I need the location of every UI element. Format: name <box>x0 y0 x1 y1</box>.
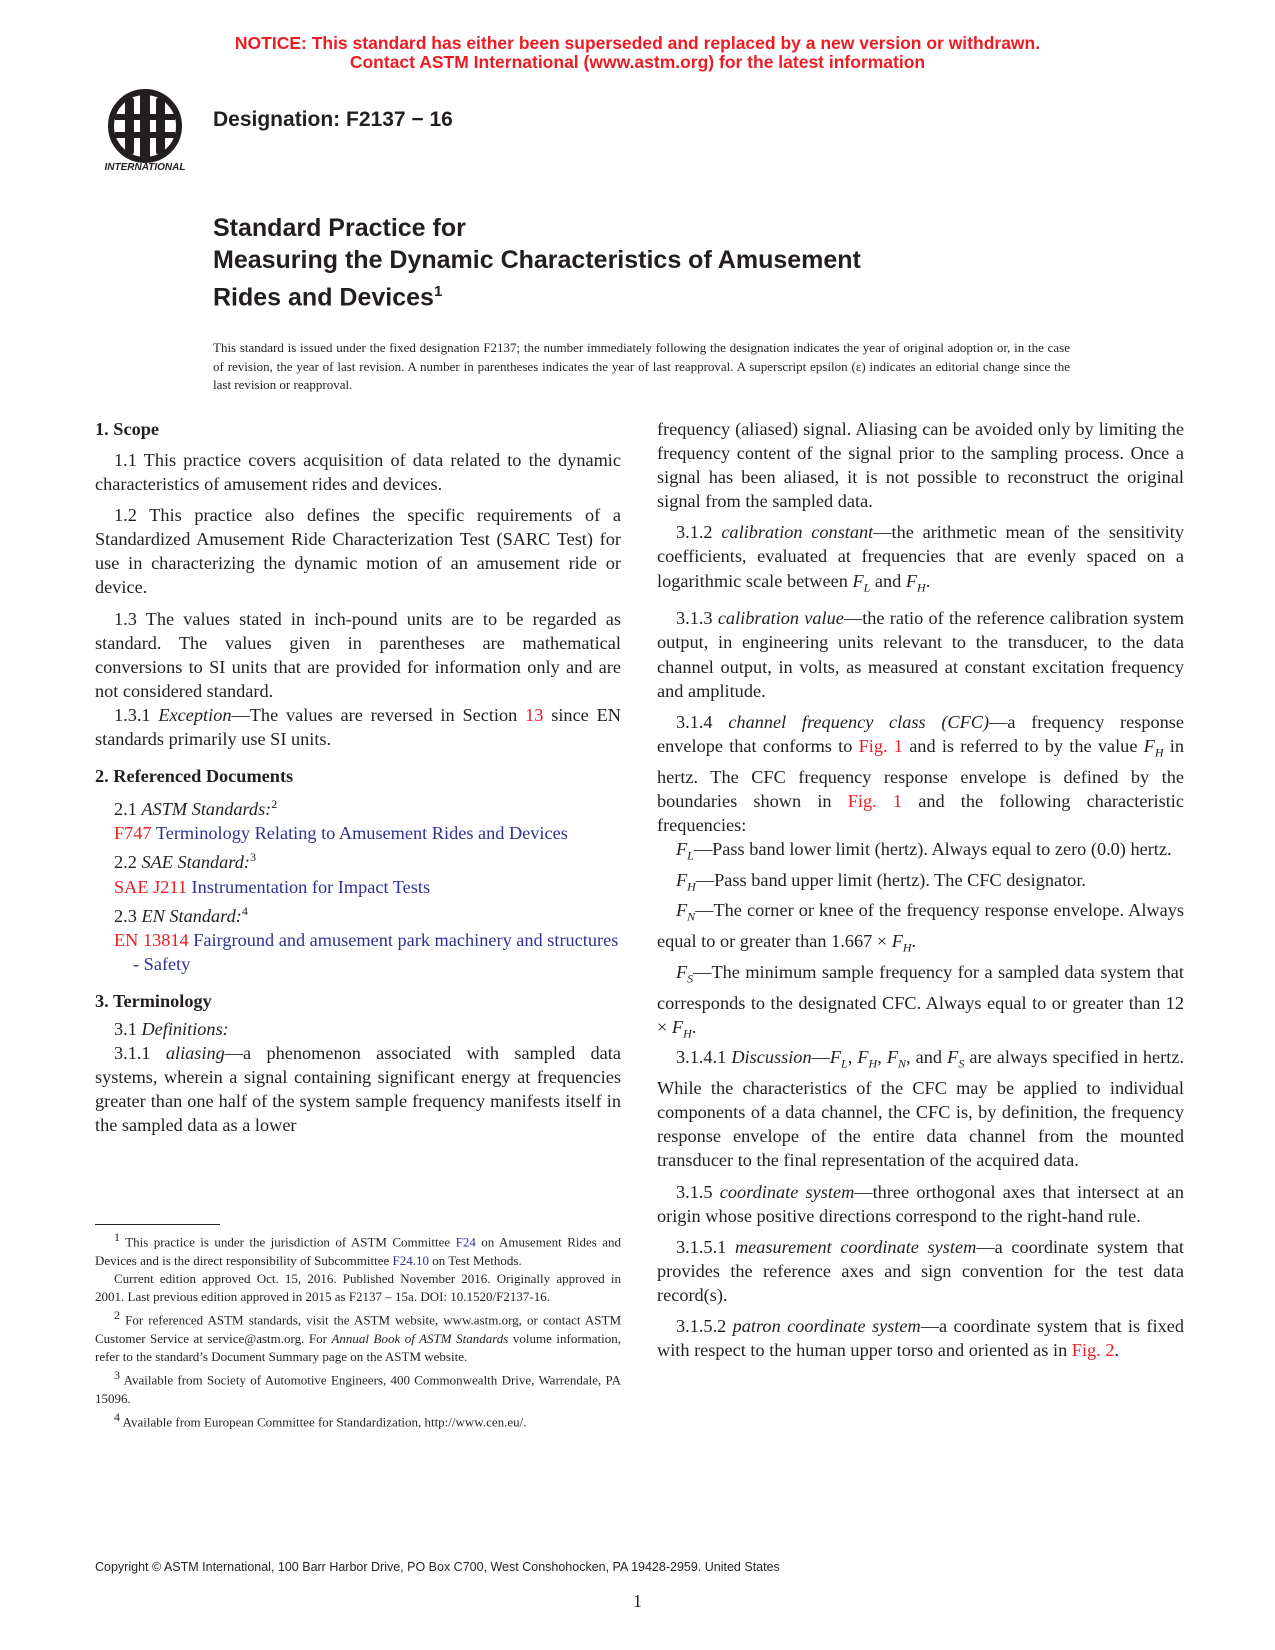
def-fl: $F_L—Pass$ band lower limit (hertz). Always equal to zero (0.0) hertz. <box>676 838 1172 863</box>
para-3-1-4-1: 3.1.4.1 $Discussion—F_L$, $F_H$, $F_N$, and $F_S$ are always specified in hertz. While the characteristics of the CFC may be applied to individual components of a data channel, the CFC is, by definition, the frequency response envelope of the entire data channel from the mounted transducer to the final representation of the acquired data. <box>657 1047 1185 1171</box>
title-line-2: Measuring the Dynamic Characteristics of Amusement <box>213 246 861 274</box>
notice-line-1: NOTICE: This standard has either been superseded and replaced by a new version or withdrawn. <box>234 33 1041 53</box>
para-3-1-5-2: 3.1.5.2 patron coordinate system—a coordinate system that is fixed with respect to the human upper torso and oriented as in Fig. 2. <box>657 1316 1184 1361</box>
title-footnote-mark: 1 <box>433 283 443 300</box>
notice-line-2: Contact ASTM International (www.astm.org) for the latest information <box>349 52 926 72</box>
def-fs: $F_S—The$ minimum sample frequency for a sampled data system that corresponds to the designated CFC. Always equal to or greater than $12 \times F_H$. <box>657 961 1184 1041</box>
para-2-3: 2.3 EN Standard:$^4$ <box>114 903 248 926</box>
section-13-link[interactable]: 13 <box>525 704 544 725</box>
footnote-rule <box>95 1224 220 1225</box>
def-fh: $F_H—Pass$ band upper limit (hertz). The CFC designator. <box>676 869 1086 894</box>
left-column <box>95 417 621 1138</box>
para-1-3-1: 1.3.1 Exception—The values are reversed in Section 13 since EN standards primarily use SI units. <box>95 704 621 750</box>
para-3-1-2: 3.1.2 calibration constant—the arithmetic mean of the sensitivity coefficients, evaluated at frequencies that are evenly spaced on a logarithmic scale between $F_L$ and $F_H$. <box>657 522 1184 595</box>
para-3-1-5: 3.1.5 coordinate system—three orthogonal axes that intersect at an origin whose positive directions correspond to the right-hand rule. <box>657 1181 1184 1226</box>
def-fn: $F_N—The$ corner or knee of the frequency response envelope. Always equal to or greater than $1.667 \times F_H$. <box>657 900 1184 955</box>
fig-1-link-2[interactable]: Fig. 1 <box>847 790 903 811</box>
footnote-1: $^1$ This practice is under the jurisdiction of ASTM Committee F24 on Amusement Rides and Devices and is the direct responsibility of Subcommittee F24.10 on Test Methods. <box>95 1230 621 1268</box>
para-1-2: 1.2 This practice also defines the specific requirements of a Standardized Amusement Ride Characterization Test (SARC Test) for use in characterizing the dynamic motion of an amusement ride or device. <box>95 505 621 598</box>
section-3-heading: 3. Terminology <box>95 991 212 1012</box>
title-line-1: Standard Practice for <box>213 214 466 242</box>
para-3-1-4: 3.1.4 channel frequency class (CFC)—a frequency response envelope that conforms to Fig. 1 and is referred to by the value $F_H$ in hertz. The CFC frequency response envelope is defined by the boundaries shown in Fig. 1 and the following characteristic frequencies: <box>657 711 1184 835</box>
page-number: 1 <box>633 1591 642 1611</box>
para-3-1-1-continued: frequency (aliased) signal. Aliasing can be avoided only by limiting the frequency content of the signal prior to the sampling process. Once a signal has been aliased, it is not possible to reconstruct the original signal from the sampled data. <box>657 419 1184 512</box>
para-3-1-5-1: 3.1.5.1 measurement coordinate system—a coordinate system that provides the reference axes and sign convention for the test data record(s). <box>657 1236 1185 1305</box>
footnote-2: $^2$ For referenced ASTM standards, visit the ASTM website, www.astm.org, or contact ASTM Customer Service at service@astm.org. For Annual Book of ASTM Standards volume information, refer to the standard’s Document Summary page on the ASTM website. <box>95 1308 622 1364</box>
para-3-1: 3.1 Definitions: <box>114 1019 229 1040</box>
para-3-1-1: 3.1.1 aliasing—a phenomenon associated with sampled data systems, wherein a signal containing significant energy at frequencies greater than one half of the system sample frequency manifests itself in the sampled data as a lower <box>95 1043 621 1136</box>
reference-en-13814[interactable]: EN 13814 Fairground and amusement park machinery and structures - Safety <box>114 929 619 974</box>
para-2-1: 2.1 ASTM Standards:$^2$ <box>114 797 278 820</box>
para-1-3: 1.3 The values stated in inch-pound units are to be regarded as standard. The values given in parentheses are mathematical conversions to SI units that are provided for information only and are not considered standard. <box>95 608 621 701</box>
footnotes <box>95 1228 621 1431</box>
issuance-note: This standard is issued under the fixed designation F2137; the number immediately following the designation indicates the year of original adoption or, in the case of revision, the year of last revision. A number in parentheses indicates the year of last reapproval. A superscript epsilon (ε) indicates an editorial change since the last revision or reapproval. <box>213 340 1070 393</box>
section-1-heading: 1. Scope <box>95 419 159 439</box>
logo-text: INTERNATIONAL <box>104 162 186 173</box>
right-column <box>657 417 1184 1362</box>
footnote-4: $^4$ Available from European Committee for Standardization, http://www.cen.eu/. <box>114 1409 527 1430</box>
footnote-3: $^3$ Available from Society of Automotive Engineers, 400 Commonwealth Drive, Warrendale, PA 15096. <box>95 1368 621 1406</box>
copyright-line: Copyright © ASTM International, 100 Barr Harbor Drive, PO Box C700, West Conshohocken, PA 19428-2959. United States <box>95 1560 780 1574</box>
fig-1-link[interactable]: Fig. 1 <box>858 735 903 756</box>
para-2-2: 2.2 SAE Standard:$^3$ <box>114 850 256 873</box>
section-2-heading: 2. Referenced Documents <box>95 766 294 787</box>
subcommittee-f24-10-link[interactable]: F24.10 <box>392 1252 429 1268</box>
astm-international-logo <box>95 88 195 174</box>
astm-logo-icon <box>95 88 195 174</box>
reference-f747[interactable]: F747 Terminology Relating to Amusement Rides and Devices <box>114 823 568 844</box>
fig-2-link[interactable]: Fig. 2 <box>1071 1340 1115 1361</box>
title-line-3: Rides and Devices <box>213 283 434 312</box>
document-title <box>213 212 1013 313</box>
para-3-1-3: 3.1.3 calibration value—the ratio of the reference calibration system output, in engineering units relevant to the transducer, to the data channel output, in volts, as measured at constant excitation frequency and amplitude. <box>657 608 1184 701</box>
para-1-1: 1.1 This practice covers acquisition of data related to the dynamic characteristics of amusement rides and devices. <box>95 450 621 495</box>
designation: Designation: F2137 − 16 <box>213 108 453 131</box>
footnote-1-edition: Current edition approved Oct. 15, 2016. Published November 2016. Originally approved in 2001. Last previous edition approved in 2015 as F2137 – 15a. DOI: 10.1520/F2137-16. <box>95 1270 621 1304</box>
reference-sae-j211[interactable]: SAE J211 Instrumentation for Impact Tests <box>114 876 431 897</box>
committee-f24-link[interactable]: F24 <box>455 1234 476 1250</box>
